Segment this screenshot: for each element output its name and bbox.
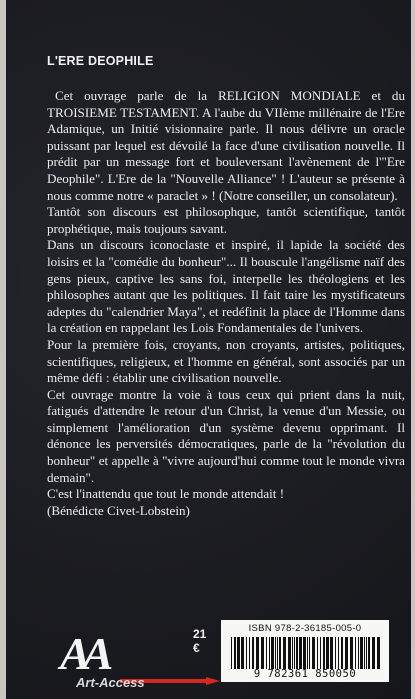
barcode-bar xyxy=(338,637,339,669)
barcode-bar xyxy=(341,637,343,669)
isbn-label: ISBN 978-2-36185-005-0 xyxy=(248,623,362,634)
barcode-bar xyxy=(372,637,375,669)
barcode-bar xyxy=(252,637,254,669)
barcode-bar xyxy=(364,637,365,669)
blurb-paragraph-1: Cet ouvrage parle de la RELIGION MONDIALE et du TROISIEME TESTAMENT. A l'aube du VIIème millénaire de l'Ere Adamique, un Initié visionnaire parle. Il nous délivre un oracle puissant par lequel est dévoilé la face d'une civilisation nouvelle. Il prédit par un message fort et bouleversant l'avènement de l'"Ere Deophile". L'Ere de la "Nouvelle Alliance" ! L'auteur se présente à nous comme notre « paraclet » ! (Notre conseiller, un consolateur). xyxy=(47,88,405,203)
barcode-bar xyxy=(271,637,274,669)
publisher-logo-mark: AA xyxy=(60,628,106,679)
blurb-paragraph-2: Tantôt son discours est philosophque, tantôt scientifique, tantôt prophétique, mais toujours savant. xyxy=(47,204,405,236)
publisher-name: Art-Access xyxy=(76,675,145,690)
barcode-bar xyxy=(266,637,267,669)
barcode-bar xyxy=(303,637,306,669)
blurb-text xyxy=(47,88,405,519)
barcode-icon xyxy=(229,637,381,669)
barcode-bar xyxy=(283,637,286,669)
barcode-bar xyxy=(330,637,333,669)
blurb-paragraph-4: Pour la première fois, croyants, non croyants, artistes, politiques, scientifiques, religieux, et l'homme en général, sont associés par un même défi : établir une civilisation nouvelle. xyxy=(47,336,405,386)
barcode-bar xyxy=(309,637,310,669)
blurb-signature: (Bénédicte Civet-Lobstein) xyxy=(47,502,190,518)
barcode-bar xyxy=(241,637,244,669)
series-title: L'ERE DEOPHILE xyxy=(47,54,154,68)
barcode-bar xyxy=(249,637,250,669)
barcode-bar xyxy=(345,637,348,669)
blurb-paragraph-6: C'est l'inattendu que tout le monde attendait ! xyxy=(47,486,285,502)
barcode-bar xyxy=(317,637,318,669)
publisher-logo xyxy=(60,625,150,690)
barcode-bar xyxy=(366,637,367,669)
barcode-bar xyxy=(246,637,247,669)
barcode-block xyxy=(221,620,389,682)
barcode-bar xyxy=(320,637,321,669)
barcode-bar xyxy=(269,637,270,669)
blurb-paragraph-5: Cet ouvrage montre la voie à tous ceux qui prient dans la nuit, fatigués d'attendre le retour d'un Christ, la venue d'un Messie, ou simplement l'amélioration d'un système devenu opprimant. Il dénonce les perversités démocratiques, parle de la "révolution du bonheur" et appelle à "vivre aujourd'hui comme tout le monde vivra demain". xyxy=(47,386,405,485)
barcode-bar xyxy=(355,637,356,669)
barcode-bar xyxy=(368,637,370,669)
barcode-bar xyxy=(231,637,232,669)
barcode-bar xyxy=(299,637,302,669)
barcode-bar xyxy=(296,637,298,669)
barcode-bar xyxy=(288,637,291,669)
barcode-bar xyxy=(234,637,236,669)
barcode-bar xyxy=(237,637,240,669)
barcode-bar xyxy=(350,637,353,669)
barcode-bar xyxy=(358,637,359,669)
barcode-bar xyxy=(377,637,380,669)
barcode-bar xyxy=(326,637,329,669)
barcode-bar xyxy=(294,637,295,669)
barcode-bar xyxy=(307,637,308,669)
barcode-bar xyxy=(335,637,336,669)
barcode-bar xyxy=(323,637,325,669)
barcode-digits: 9 782361 850050 xyxy=(253,668,357,680)
barcode-bar xyxy=(312,637,315,669)
barcode-bar xyxy=(279,637,281,669)
blurb-paragraph-3: Dans un discours iconoclaste et inspiré, il lapide la société des loisirs et la "comédie du bonheur"... Il bouscule l'angélisme naïf des gens pieux, captive les sans foi, interpelle les théologiens et les philosophes autant que les politiques. Il fait taire les mystificateurs adeptes du "calendrier Maya", et redéfinit la place de l'Homme dans la création en rappelant les Lois Fondamentales de l'univers. xyxy=(47,237,405,336)
barcode-bar xyxy=(261,637,264,669)
publisher-footer xyxy=(46,617,216,695)
barcode-bar xyxy=(360,637,363,669)
barcode-bar xyxy=(256,637,259,669)
barcode-bar xyxy=(277,637,278,669)
price: 21 € xyxy=(193,627,207,655)
back-cover xyxy=(6,0,411,699)
barcode-bar xyxy=(275,637,276,669)
barcode-bar xyxy=(292,637,293,669)
